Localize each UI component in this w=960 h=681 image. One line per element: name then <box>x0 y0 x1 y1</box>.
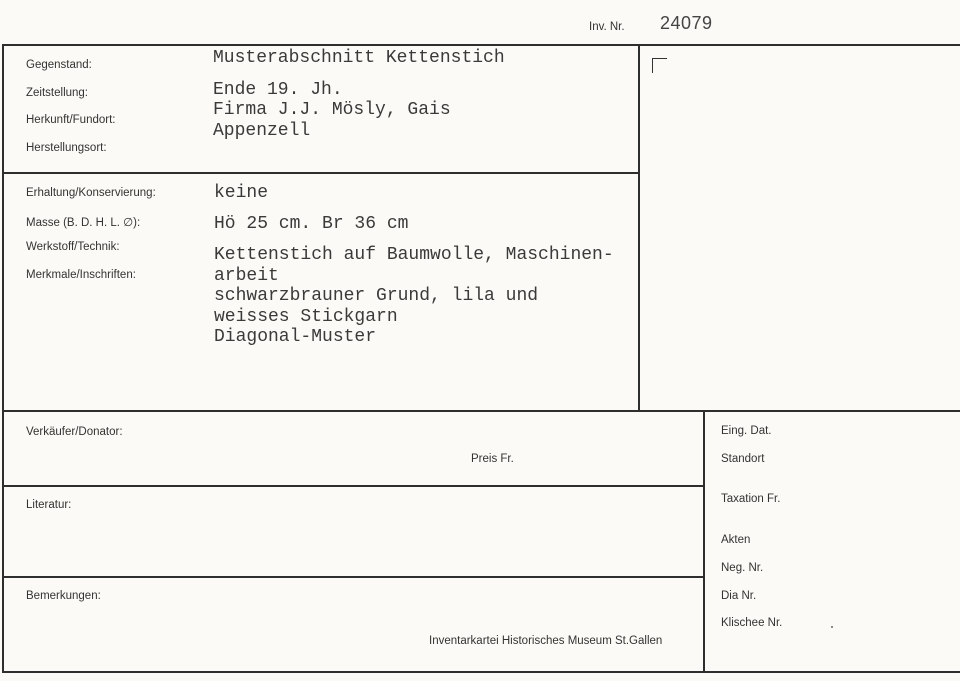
label-werkstoff: Werkstoff/Technik: <box>26 241 120 253</box>
label-erhaltung: Erhaltung/Konservierung: <box>26 187 156 199</box>
card-footer: Inventarkartei Historisches Museum St.Gallen <box>429 635 663 647</box>
label-neg-nr: Neg. Nr. <box>721 562 764 574</box>
label-merkmale: Merkmale/Inschriften: <box>26 269 136 281</box>
typed-merkmale-1: schwarzbrauner Grund, lila und <box>214 286 539 306</box>
typed-werkstoff-1: Kettenstich auf Baumwolle, Maschinen- <box>214 245 614 265</box>
label-preis: Preis Fr. <box>471 453 514 465</box>
literatur-rule <box>2 485 704 487</box>
typed-werkstoff-2: arbeit <box>214 266 279 286</box>
label-herkunft: Herkunft/Fundort: <box>26 114 116 126</box>
stray-mark <box>831 626 833 628</box>
label-bemerkungen: Bemerkungen: <box>26 590 101 602</box>
label-klischee-nr: Klischee Nr. <box>721 617 783 629</box>
typed-herkunft: Firma J.J. Mösly, Gais <box>213 100 451 120</box>
label-verkaeufer: Verkäufer/Donator: <box>26 426 123 438</box>
label-herstellungsort: Herstellungsort: <box>26 142 107 154</box>
label-dia-nr: Dia Nr. <box>721 590 757 602</box>
inv-number: 24079 <box>660 13 713 33</box>
label-masse: Masse (B. D. H. L. ∅): <box>26 217 141 229</box>
left-rule <box>2 44 4 672</box>
middle-rule <box>2 410 960 412</box>
photo-corner-mark <box>652 58 667 73</box>
typed-merkmale-2: weisses Stickgarn <box>214 307 398 327</box>
typed-erhaltung: keine <box>214 183 269 203</box>
top-rule <box>2 44 960 46</box>
label-akten: Akten <box>721 534 751 546</box>
bottom-rule <box>2 671 960 673</box>
typed-merkmale-3: Diagonal-Muster <box>214 327 377 347</box>
label-standort: Standort <box>721 453 765 465</box>
inv-label: Inv. Nr. <box>589 21 625 33</box>
typed-zeitstellung: Ende 19. Jh. <box>213 80 343 100</box>
section1-rule <box>2 172 639 174</box>
label-gegenstand: Gegenstand: <box>26 59 92 71</box>
label-taxation: Taxation Fr. <box>721 493 781 505</box>
label-literatur: Literatur: <box>26 499 72 511</box>
typed-masse: Hö 25 cm. Br 36 cm <box>214 214 409 234</box>
typed-herkunft-2: Appenzell <box>213 121 311 141</box>
label-zeitstellung: Zeitstellung: <box>26 87 89 99</box>
right-column-divider <box>703 411 705 672</box>
label-eing-dat: Eing. Dat. <box>721 425 772 437</box>
typed-gegenstand: Musterabschnitt Kettenstich <box>213 48 505 68</box>
bemerkungen-rule <box>2 576 704 578</box>
photo-box-divider <box>638 44 640 411</box>
